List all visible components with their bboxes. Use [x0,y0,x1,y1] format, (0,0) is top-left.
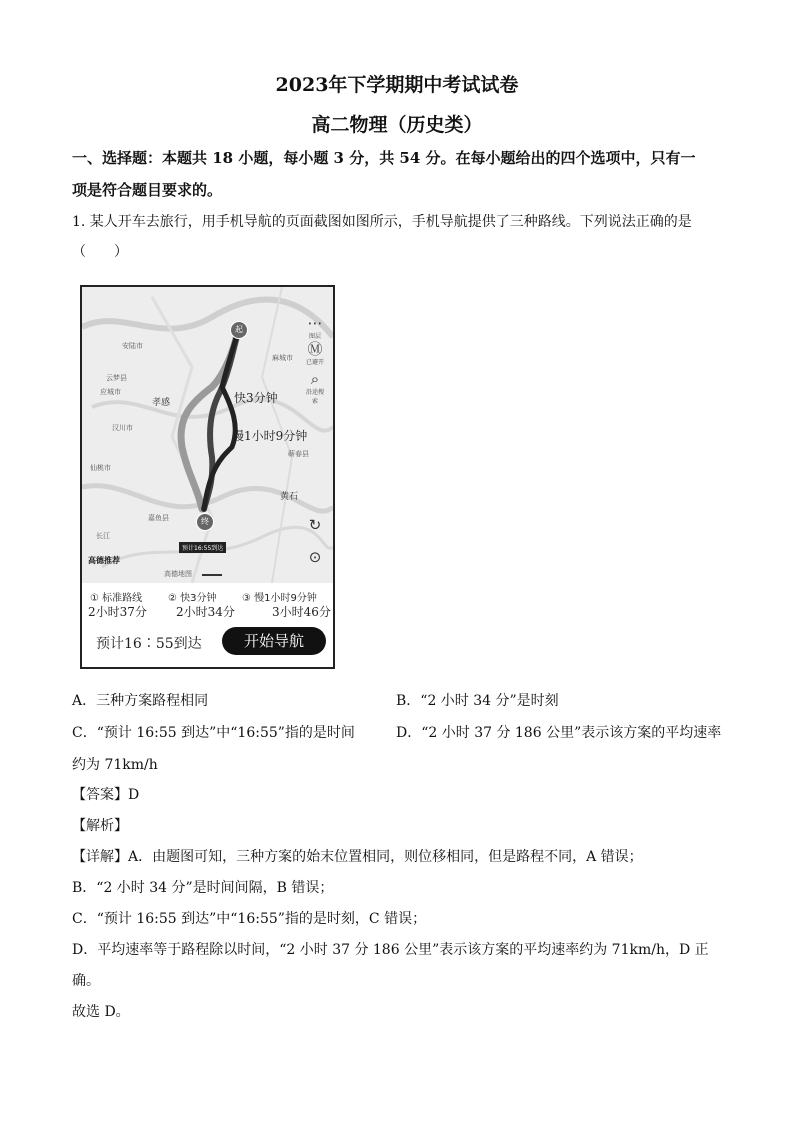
plan-3-name[interactable]: ③ 慢1小时9分钟 [242,593,317,604]
question-1-stem: 1. 某人开车去旅行，用手机导航的页面截图如图所示，手机导航提供了三种路线。下列说法正确的是 [72,214,692,230]
eta-text: 预计16∶55到达 [96,636,202,652]
map-label-yunmeng: 云梦县 [106,374,127,382]
route-plan-panel [82,583,333,667]
search-along-button[interactable]: ⌕ 沿途搜索 [305,370,324,405]
start-navigation-button[interactable]: 开始导航 [222,627,326,655]
option-c: C．“预计 16:55 到达”中“16:55”指的是时间 [72,725,355,741]
map-label-hanchuan: 汉川市 [112,424,133,432]
option-d-continued: 约为 71km/h [72,757,158,773]
map-label-anlu: 安陆市 [122,342,143,350]
map-label-changjiang: 长江 [96,532,110,540]
plan-2-name[interactable]: ② 快3分钟 [168,593,217,604]
start-marker: 起 [230,321,248,339]
refresh-button[interactable] [304,517,326,533]
avoid-tolls-button[interactable]: Ⓜ 已避开 [305,340,324,366]
question-1-blank: （ ） [72,244,128,260]
map-eta-tag: 预计16:55到达 [179,542,226,553]
search-icon: ⌕ [310,370,320,388]
map-label-qichun: 蕲春县 [288,450,309,458]
exam-subtitle: 高二物理（历史类） [311,114,483,136]
layers-button[interactable]: ⋯ 图层 [304,315,326,340]
more-icon: ⋯ [307,314,323,332]
detail-c: C．“预计 16:55 到达”中“16:55”指的是时刻，C 错误； [72,911,427,927]
conclusion: 故选 D。 [72,1004,130,1020]
recommend-label: 高德推荐 [88,556,120,565]
analysis-heading: 【解析】 [72,818,128,834]
plan-3-time: 3小时46分 [272,605,331,619]
exam-title: 2023年下学期期中考试试卷 [275,74,519,96]
map-label-xiaogan: 孝感 [152,398,171,408]
route-fast-label: 快3分钟 [234,391,278,405]
map-label-huangshi: 黄石 [280,492,299,502]
option-b: B．“2 小时 34 分”是时刻 [396,693,559,709]
map-brand-label: 高德地图 [164,570,192,578]
end-marker: 终 [196,513,214,531]
toll-icon: Ⓜ [307,340,323,358]
locate-button[interactable] [304,549,326,565]
section-heading-line1: 一、选择题：本题共 18 小题，每小题 3 分，共 54 分。在每小题给出的四个选项中，只有一 [72,149,696,167]
route-slow-label: 慢1小时9分钟 [232,429,308,443]
map-label-macheng: 麻城市 [272,354,293,362]
location-icon: ⊙ [308,548,322,566]
refresh-icon: ↻ [308,516,322,534]
section-heading-line2: 项是符合题目要求的。 [72,181,223,199]
plan-2-time: 2小时34分 [176,605,235,619]
plan-1-time: 2小时37分 [88,605,147,619]
detail-a: 【详解】A．由题图可知，三种方案的始末位置相同，则位移相同，但是路程不同，A 错误； [72,849,643,865]
detail-d: D．平均速率等于路程除以时间，“2 小时 37 分 186 公里”表示该方案的平均速率约为 71km/h，D 正 [72,942,709,958]
option-a: A．三种方案路程相同 [72,693,209,709]
map-label-yingcheng: 应城市 [100,388,121,396]
plan-1-name[interactable]: ① 标准路线 [90,593,143,604]
map-label-jiayu: 嘉鱼县 [148,514,169,522]
detail-b: B．“2 小时 34 分”是时间间隔，B 错误； [72,880,334,896]
map-label-xiantao: 仙桃市 [90,464,111,472]
answer-line: 【答案】D [72,787,140,803]
navigation-map-figure [80,285,335,669]
option-d: D．“2 小时 37 分 186 公里”表示该方案的平均速率 [396,725,722,741]
detail-d-continued: 确。 [72,973,100,989]
